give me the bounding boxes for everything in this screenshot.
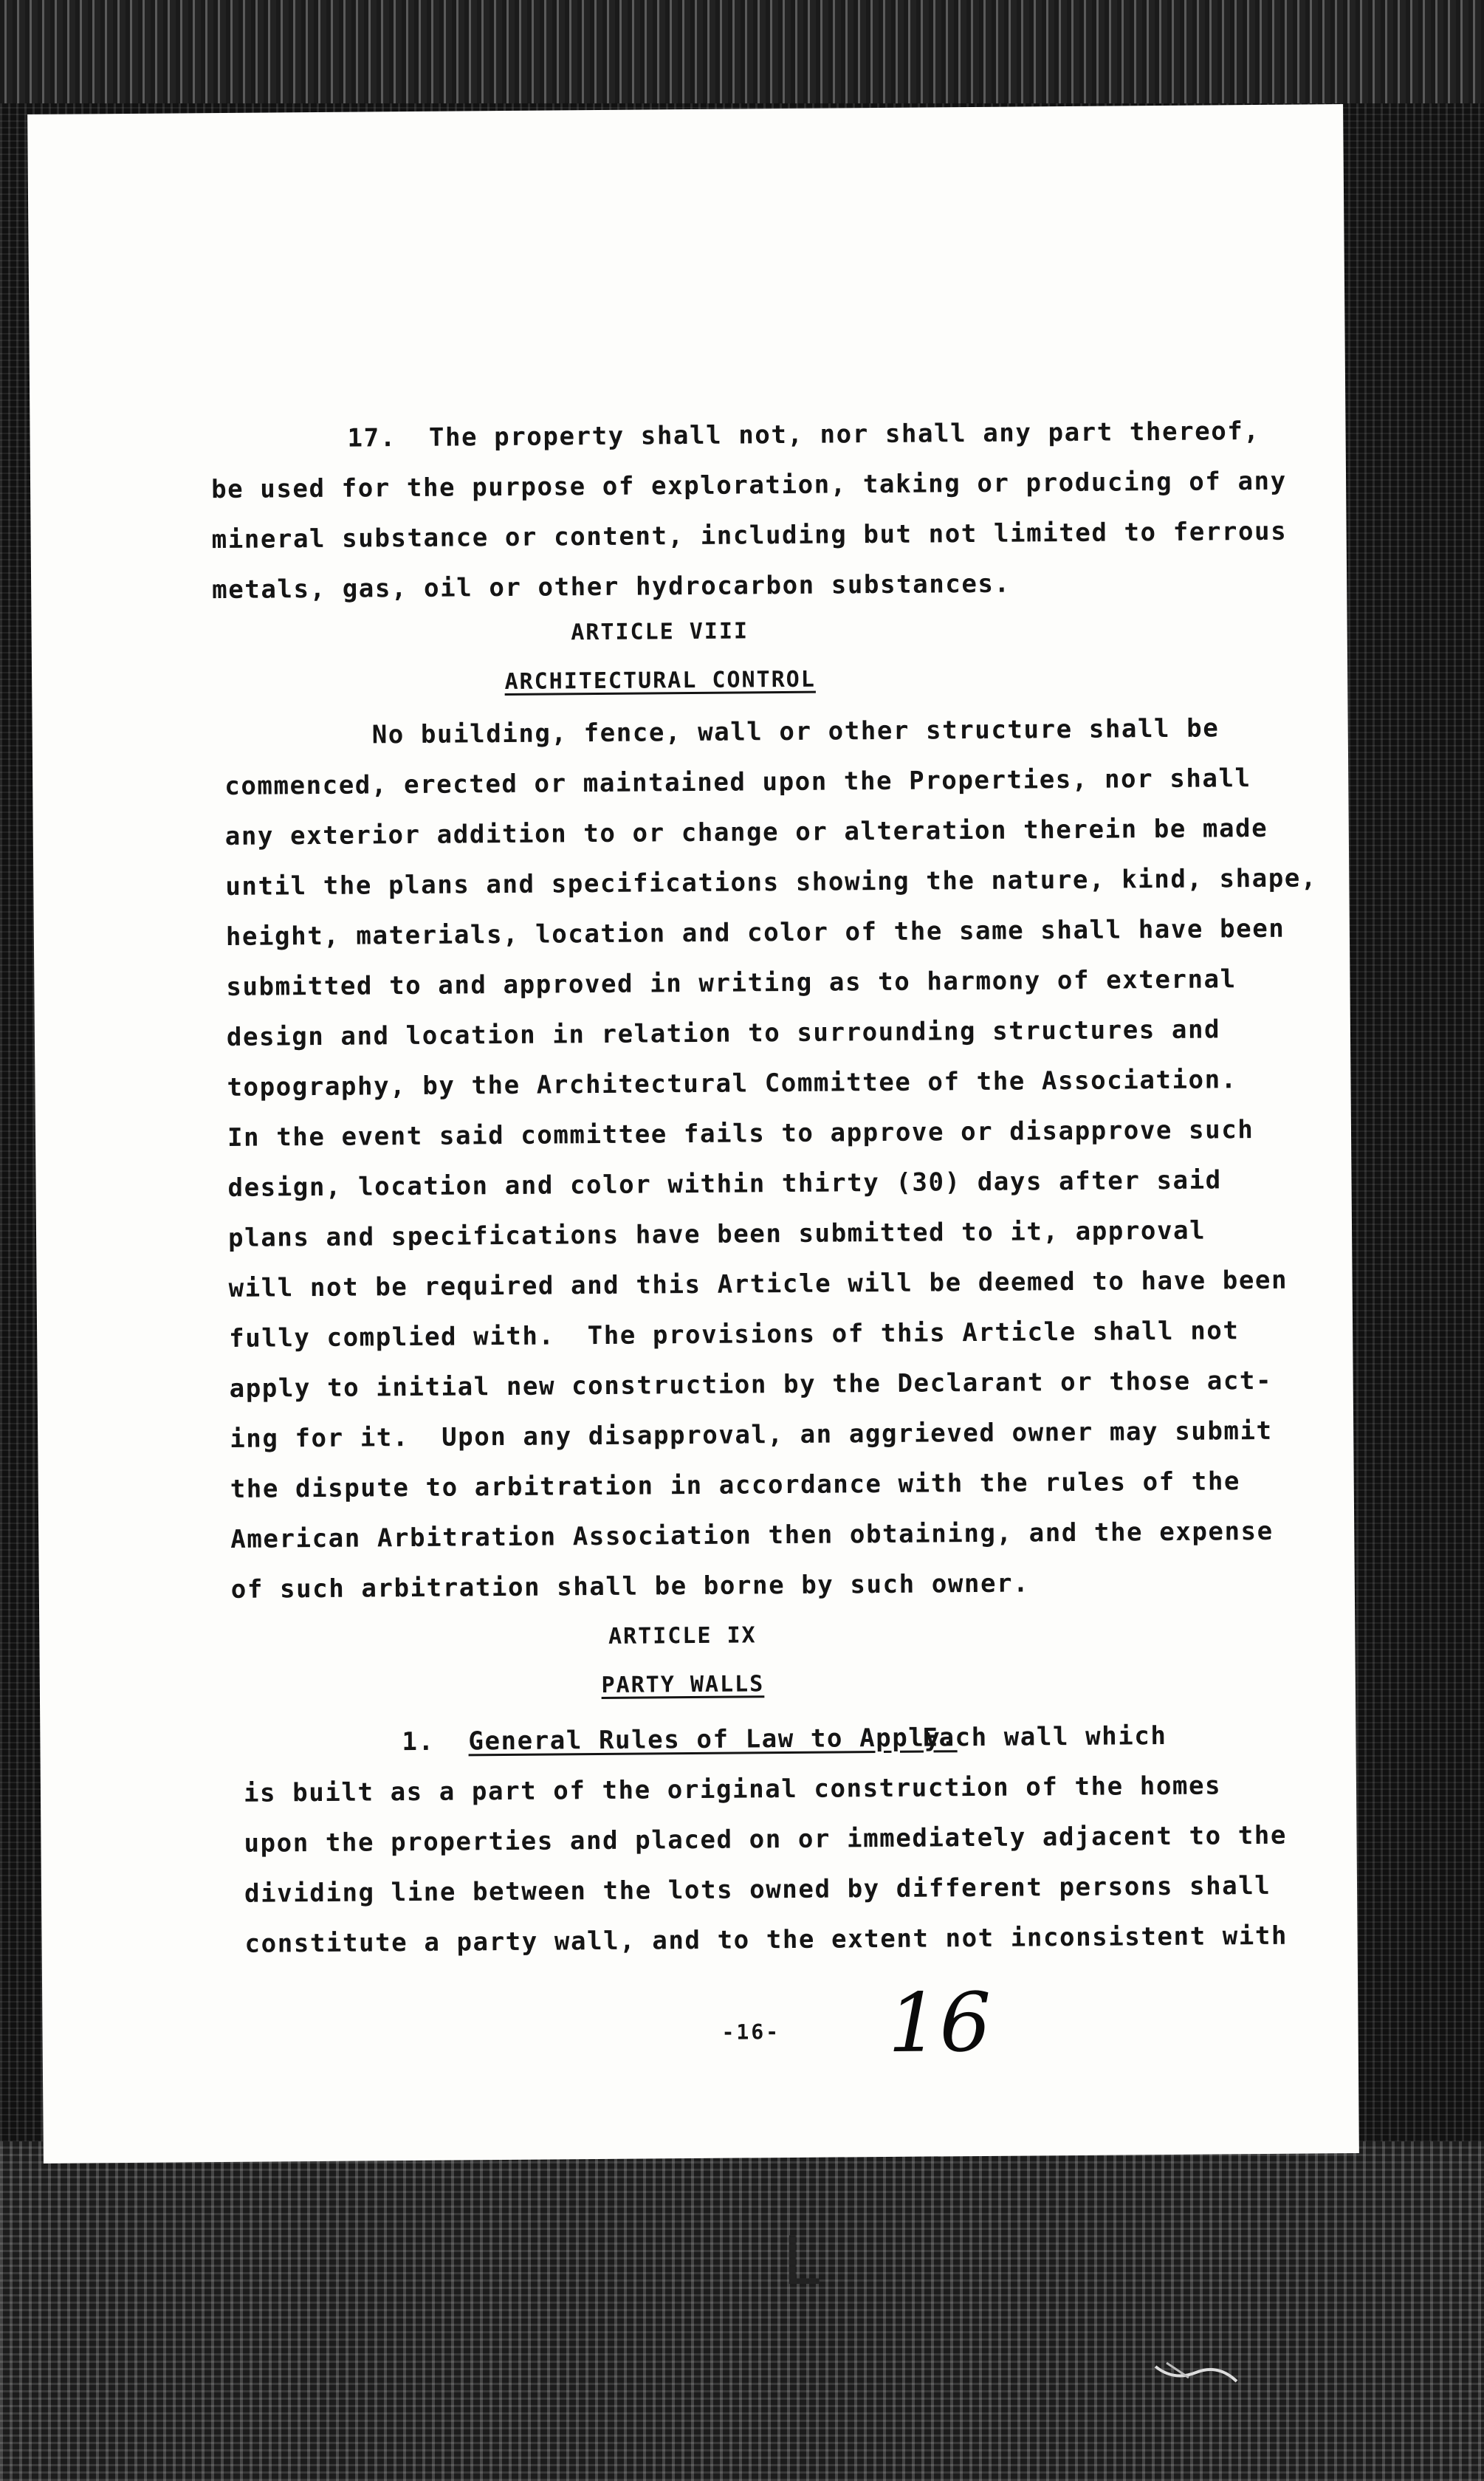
article-viii-line: American Arbitration Association then obtaining, and the expense	[230, 1516, 1274, 1554]
article-viii-line: design and location in relation to surrounding structures and	[226, 1015, 1221, 1052]
article-viii-line: No building, fence, wall or other structure shall be	[371, 713, 1220, 750]
article-ix-first-line-rest: Each wall which	[922, 1720, 1167, 1753]
article-viii-line: the dispute to arbitration in accordance with the rules of the	[230, 1466, 1241, 1504]
article-ix-sub-heading: General Rules of Law to Apply.	[468, 1723, 958, 1757]
article-viii-line: commenced, erected or maintained upon the Properties, nor shall	[224, 763, 1251, 801]
article-viii-line: height, materials, location and color of the same shall have been	[225, 913, 1285, 952]
article-viii-line: topography, by the Architectural Committee of the Association.	[227, 1065, 1237, 1102]
scan-bottom-edge	[0, 2141, 1484, 2481]
para-17-line-1: 17. The property shall not, nor shall any part thereof,	[347, 416, 1260, 453]
article-viii-line: until the plans and specifications showing the nature, kind, shape,	[225, 863, 1318, 902]
article-viii-line: of such arbitration shall be borne by such owner.	[230, 1568, 1030, 1605]
article-ix-line: dividing line between the lots owned by different persons shall	[244, 1870, 1271, 1909]
article-ix-line: constitute a party wall, and to the extent not inconsistent with	[244, 1921, 1288, 1959]
handwritten-page-number: 16	[887, 1974, 992, 2070]
article-viii-line: apply to initial new construction by the Declarant or those act-	[229, 1365, 1273, 1404]
article-ix-title: ARTICLE IX	[608, 1622, 757, 1650]
article-viii-line: plans and specifications have been submitted to it, approval	[227, 1215, 1206, 1253]
article-viii-line: ing for it. Upon any disapproval, an aggrieved owner may submit	[230, 1415, 1273, 1454]
para-17-line-3: mineral substance or content, including but not limited to ferrous	[211, 516, 1288, 555]
page-number: -16-	[721, 2020, 781, 2045]
article-viii-line: any exterior addition to or change or alteration therein be made	[224, 813, 1268, 851]
article-viii-line: In the event said committee fails to approve or disapprove such	[227, 1115, 1254, 1153]
article-viii-line: fully complied with. The provisions of this Article shall not	[229, 1316, 1240, 1353]
article-viii-line: will not be required and this Article will be deemed to have been	[228, 1265, 1288, 1303]
article-viii-line: submitted to and approved in writing as to harmony of external	[226, 964, 1237, 1002]
article-ix-line: upon the properties and placed on or immediately adjacent to the	[244, 1820, 1288, 1859]
para-17-line-4: metals, gas, oil or other hydrocarbon substances.	[212, 569, 1011, 605]
scan-top-edge	[0, 0, 1484, 103]
article-ix-line: is built as a part of the original construction of the homes	[243, 1771, 1222, 1808]
article-viii-heading: ARCHITECTURAL CONTROL	[504, 666, 816, 695]
article-viii-title: ARTICLE VIII	[571, 618, 749, 646]
article-ix-heading: PARTY WALLS	[601, 1671, 765, 1699]
para-17-line-2: be used for the purpose of exploration, taking or producing of any	[210, 466, 1287, 505]
article-ix-sub-number: 1.	[402, 1726, 435, 1757]
pencil-mark: L	[783, 2223, 820, 2300]
margin-scribble	[1152, 2359, 1240, 2389]
document-page	[27, 104, 1359, 2163]
article-viii-line: design, location and color within thirty (30) days after said	[227, 1165, 1222, 1203]
